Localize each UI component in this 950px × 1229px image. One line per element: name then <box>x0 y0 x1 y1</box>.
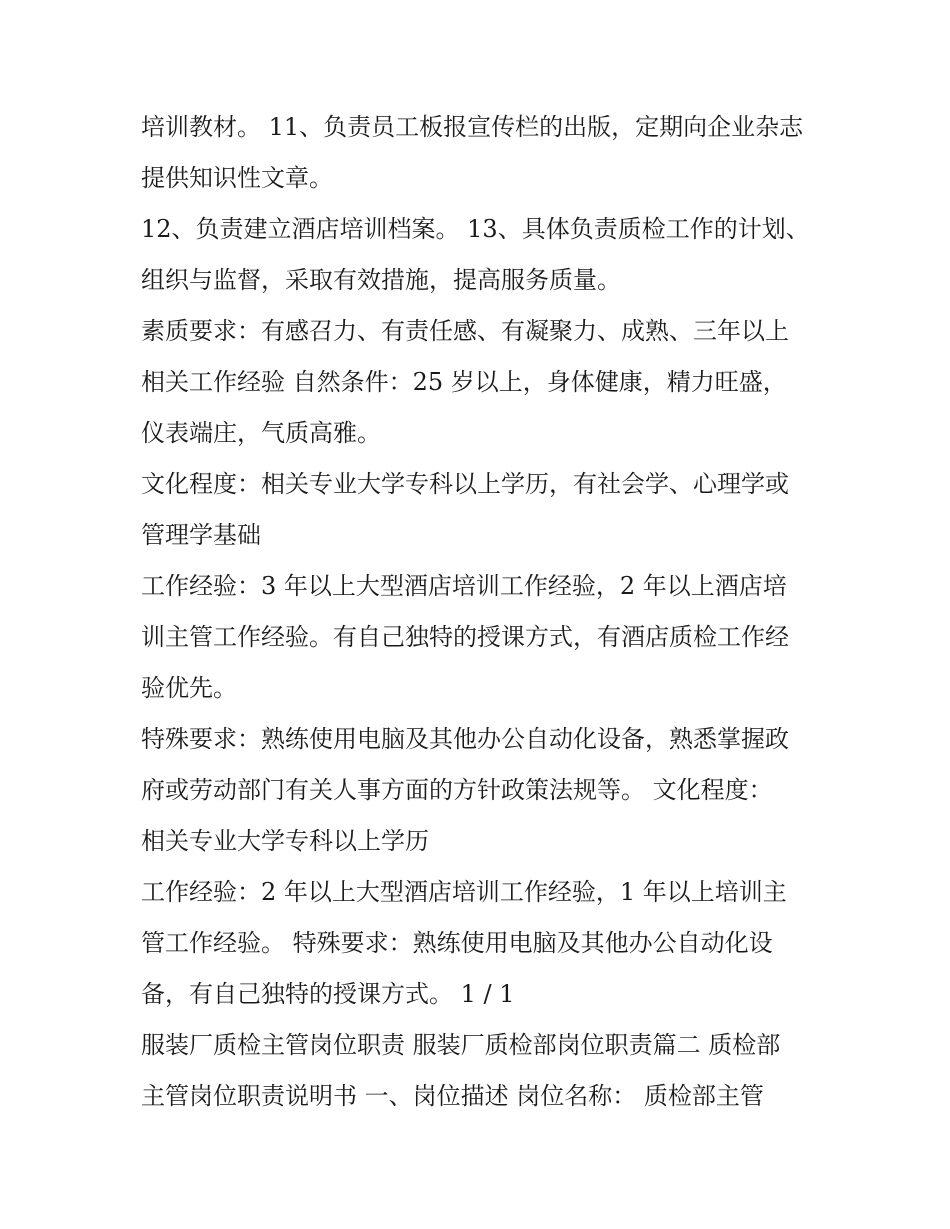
text-line-3: 12、负责建立酒店培训档案。 13、具体负责质检工作的计划、 <box>141 215 810 243</box>
text-line-19: 服装厂质检主管岗位职责 服装厂质检部岗位职责篇二 质检部 <box>141 1031 781 1059</box>
text-line-11: 训主管工作经验。有自己独特的授课方式，有酒店质检工作经 <box>141 623 789 651</box>
text-line-5: 素质要求：有感召力、有责任感、有凝聚力、成熟、三年以上 <box>141 317 789 345</box>
text-line-4: 组织与监督，采取有效措施，提高服务质量。 <box>141 266 621 294</box>
text-line-10: 工作经验：3 年以上大型酒店培训工作经验，2 年以上酒店培 <box>141 572 787 600</box>
text-line-18: 备，有自己独特的授课方式。 1 / 1 <box>141 980 515 1008</box>
text-line-12: 验优先。 <box>141 674 237 702</box>
text-line-9: 管理学基础 <box>141 521 261 549</box>
text-line-6: 相关工作经验 自然条件：25 岁以上，身体健康，精力旺盛， <box>141 368 787 396</box>
text-line-7: 仪表端庄，气质高雅。 <box>141 419 381 447</box>
text-line-13: 特殊要求：熟练使用电脑及其他办公自动化设备，熟悉掌握政 <box>141 725 789 753</box>
text-line-15: 相关专业大学专科以上学历 <box>141 827 429 855</box>
text-line-20: 主管岗位职责说明书 一、岗位描述 岗位名称： 质检部主管 <box>141 1082 764 1110</box>
text-line-1: 培训教材。 11、负责员工板报宣传栏的出版，定期向企业杂志 <box>141 113 804 141</box>
text-line-2: 提供知识性文章。 <box>141 164 333 192</box>
text-line-16: 工作经验：2 年以上大型酒店培训工作经验，1 年以上培训主 <box>141 878 787 906</box>
text-line-8: 文化程度：相关专业大学专科以上学历，有社会学、心理学或 <box>141 470 789 498</box>
text-line-17: 管工作经验。 特殊要求：熟练使用电脑及其他办公自动化设 <box>141 929 773 957</box>
document-text <box>141 102 821 1122</box>
text-line-14: 府或劳动部门有关人事方面的方针政策法规等。 文化程度： <box>141 776 773 804</box>
